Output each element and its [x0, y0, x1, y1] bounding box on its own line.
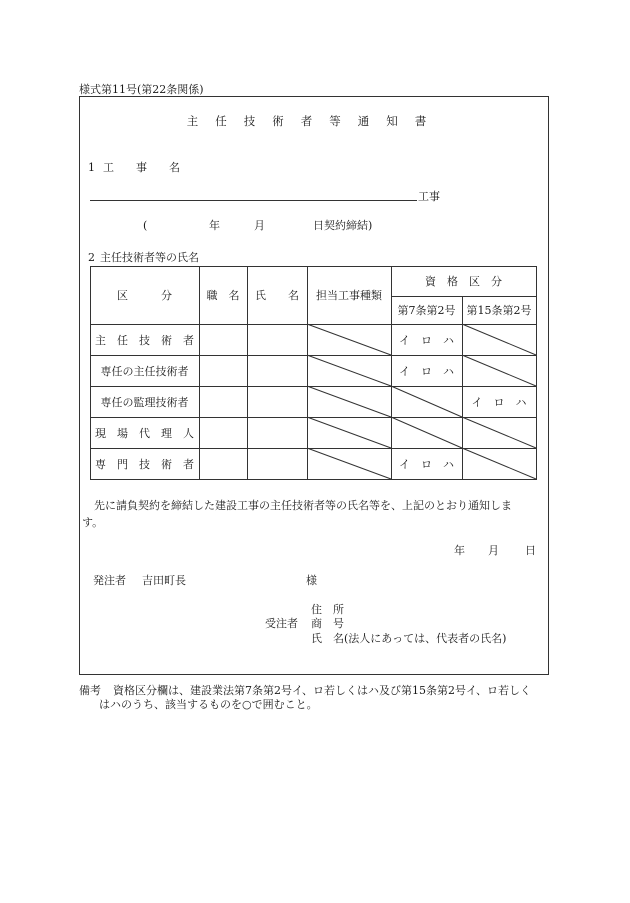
- notice-day: 日: [525, 544, 536, 557]
- header-name: 氏 名: [255, 289, 299, 302]
- slash-art7-row4: [391, 417, 462, 448]
- contract-month: 月: [254, 219, 265, 232]
- row-label: 専任の監理技術者: [100, 395, 189, 409]
- orderer-name: 吉田町長: [142, 574, 186, 587]
- section2-label: 主任技術者等の氏名: [100, 251, 199, 264]
- contractor-name-label: 氏 名(法人にあっては、代表者の氏名): [311, 632, 507, 645]
- notice-year: 年: [454, 544, 465, 557]
- contractor-address-label: 住 所: [311, 603, 344, 616]
- row-label: 専任の主任技術者: [100, 364, 189, 378]
- contract-day: 日契約締結): [313, 219, 373, 232]
- slash-art7-row3: [391, 386, 462, 417]
- header-category: 区 分: [117, 289, 172, 302]
- slash-work-type-row4: [307, 417, 391, 448]
- slash-work-type-row1: [307, 324, 391, 355]
- header-art15: 第15条第2号: [466, 304, 532, 317]
- qualification-art7-choices: イ ロ ハ: [399, 457, 454, 471]
- header-work-type: 担当工事種類: [316, 289, 382, 302]
- slash-art15-row1: [462, 324, 536, 355]
- header-qualification: 資 格 区 分: [425, 275, 502, 288]
- orderer-honorific: 様: [306, 574, 317, 587]
- notice-text-line1: 先に請負契約を締結した建設工事の主任技術者等の氏名等を、上記のとおり通知しま: [94, 499, 512, 512]
- header-art7: 第7条第2号: [397, 304, 456, 317]
- slash-work-type-row5: [307, 448, 391, 479]
- not-applicable-slashes: [90, 266, 537, 480]
- notice-month: 月: [488, 544, 499, 557]
- qualification-art7-choices: イ ロ ハ: [399, 364, 454, 378]
- slash-art15-row4: [462, 417, 536, 448]
- work-name-field-line: [90, 200, 417, 201]
- header-position: 職 名: [206, 289, 240, 302]
- contractor-label: 受注者: [265, 617, 298, 630]
- row-label: 専 門 技 術 者: [95, 457, 194, 471]
- section2-number: 2: [88, 251, 95, 264]
- slash-art15-row2: [462, 355, 536, 386]
- slash-work-type-row3: [307, 386, 391, 417]
- section1-number: 1: [88, 161, 95, 174]
- form-title: 主任技術者等通知書: [186, 114, 444, 128]
- form-number: 様式第11号(第22条関係): [79, 83, 204, 96]
- work-name-suffix: 工事: [418, 190, 440, 203]
- remarks-label: 備考: [79, 684, 101, 697]
- date-open-paren: (: [143, 219, 148, 232]
- contract-year: 年: [209, 219, 220, 232]
- slash-art15-row5: [462, 448, 536, 479]
- notice-text-line2: す。: [82, 516, 104, 529]
- orderer-label: 発注者: [93, 574, 126, 587]
- remarks-line1: 資格区分欄は、建設業法第7条第2号イ、ロ若しくはハ及び第15条第2号イ、ロ若しく: [113, 684, 532, 697]
- qualification-art15-choices: イ ロ ハ: [471, 395, 527, 409]
- section1-label: 工 事 名: [103, 161, 180, 174]
- row-label: 主 任 技 術 者: [95, 333, 194, 347]
- contractor-trade-name-label: 商 号: [311, 617, 344, 630]
- row-label: 現 場 代 理 人: [95, 426, 194, 440]
- slash-work-type-row2: [307, 355, 391, 386]
- qualification-art7-choices: イ ロ ハ: [399, 333, 454, 347]
- remarks-line2: はハのうち、該当するものを○で囲むこと。: [99, 698, 318, 711]
